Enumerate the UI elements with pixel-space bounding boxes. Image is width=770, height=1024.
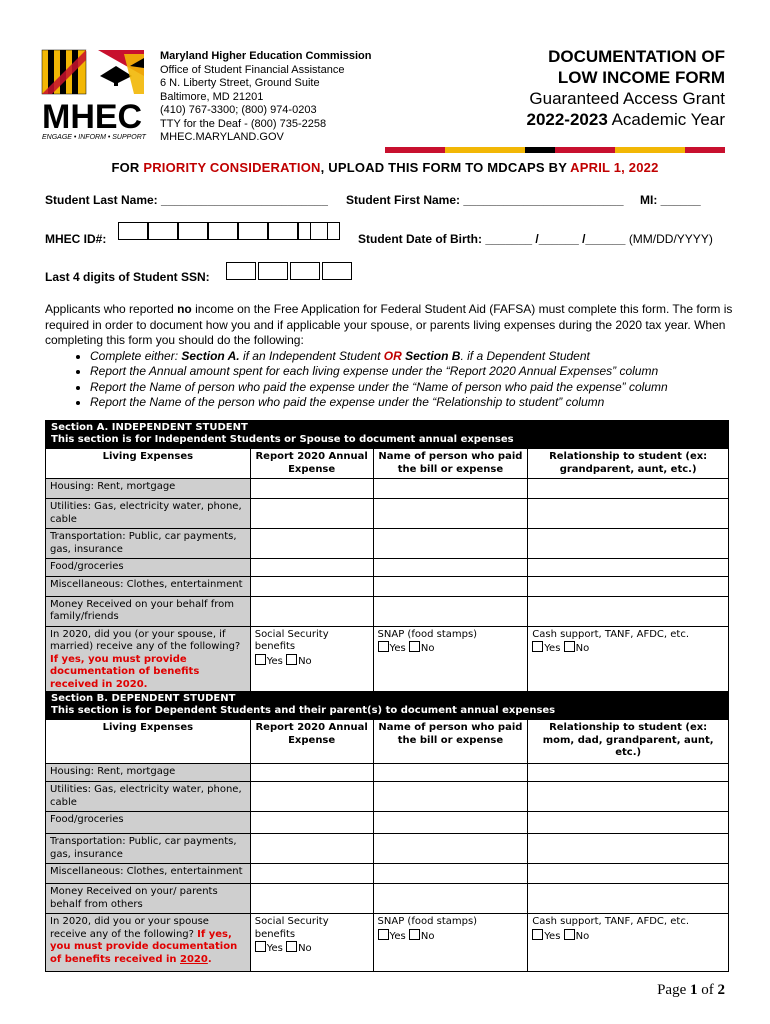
- expense-amount-cell[interactable]: [250, 884, 373, 914]
- mhec-id-box[interactable]: [208, 222, 238, 240]
- table-row: [46, 499, 729, 529]
- expense-amount-cell[interactable]: [250, 499, 373, 529]
- expense-label: Utilities: Gas, electricity water, phone, cable: [46, 499, 251, 529]
- instruction-item: • Report the Name of person who paid the expense under the “Name of person who paid the expense” column: [90, 380, 735, 396]
- mhec-logo: [40, 46, 150, 142]
- relationship-cell[interactable]: [528, 864, 729, 884]
- expense-amount-cell[interactable]: [250, 576, 373, 596]
- col-relationship: Relationship to student (ex: grandparent, aunt, etc.): [528, 449, 729, 479]
- payer-name-cell[interactable]: [373, 884, 528, 914]
- table-row: [46, 576, 729, 596]
- col-living-expenses: Living Expenses: [46, 449, 251, 479]
- agency-line: Baltimore, MD 21201: [160, 90, 264, 103]
- benefits-question: In 2020, did you (or your spouse, if married) receive any of the following? If yes, you must provide documentation of benefits received in 2020.: [46, 626, 251, 694]
- expense-label: Housing: Rent, mortgage: [46, 764, 251, 782]
- expense-amount-cell[interactable]: [250, 782, 373, 812]
- ssn-box[interactable]: [258, 262, 288, 280]
- mhec-id-box[interactable]: [268, 222, 298, 240]
- payer-name-cell[interactable]: [373, 529, 528, 559]
- expense-label: Miscellaneous: Clothes, entertainment: [46, 864, 251, 884]
- payer-name-cell[interactable]: [373, 764, 528, 782]
- relationship-cell[interactable]: [528, 576, 729, 596]
- table-row: [46, 559, 729, 577]
- relationship-cell[interactable]: [528, 596, 729, 626]
- expense-label: Money Received on your behalf from family/friends: [46, 596, 251, 626]
- cash-yes-checkbox[interactable]: [532, 641, 543, 652]
- social-security-cell: Social Security benefits Yes No: [250, 626, 373, 694]
- section-b-table: [45, 719, 729, 972]
- agency-line: TTY for the Deaf - (800) 735-2258: [160, 117, 327, 130]
- instructions-paragraph: Applicants who reported no income on the Free Application for Federal Student Aid (FAFSA) must complete this form. The form is required in order to document how you and if applicable your spouse, or parents living expenses during the 2020 tax year. When completing this form you should do the following:: [45, 302, 733, 347]
- instruction-item: • Complete either: Section A. if an Independent Student OR Section B. if a Dependent Student: [90, 349, 735, 365]
- table-row: [46, 764, 729, 782]
- agency-line: Office of Student Financial Assistance: [160, 63, 345, 76]
- col-annual-expense: Report 2020 Annual Expense: [250, 449, 373, 479]
- payer-name-cell[interactable]: [373, 576, 528, 596]
- col-payer-name: Name of person who paid the bill or expense: [373, 720, 528, 764]
- section-a-header: Section A. INDEPENDENT STUDENT This section is for Independent Students or Spouse to document annual expenses: [45, 420, 729, 448]
- cash-support-cell: Cash support, TANF, AFDC, etc. Yes No: [528, 914, 729, 972]
- expense-amount-cell[interactable]: [250, 864, 373, 884]
- student-last-name-field[interactable]: Student Last Name: _________________________: [45, 193, 328, 207]
- expense-label: Housing: Rent, mortgage: [46, 479, 251, 499]
- ssn-box[interactable]: [226, 262, 256, 280]
- benefits-row: [46, 626, 729, 694]
- cash-no-checkbox[interactable]: [564, 929, 575, 940]
- payer-name-cell[interactable]: [373, 596, 528, 626]
- payer-name-cell[interactable]: [373, 812, 528, 834]
- payer-name-cell[interactable]: [373, 782, 528, 812]
- page-number: Page 1 of 2: [657, 982, 725, 998]
- section-a: [45, 420, 729, 695]
- cash-yes-checkbox[interactable]: [532, 929, 543, 940]
- col-living-expenses: Living Expenses: [46, 720, 251, 764]
- payer-name-cell[interactable]: [373, 559, 528, 577]
- header-stripe: [385, 140, 725, 146]
- expense-amount-cell[interactable]: [250, 764, 373, 782]
- student-dob-field[interactable]: Student Date of Birth: _______ /______ /______ (MM/DD/YYYY): [358, 232, 713, 246]
- student-first-name-field[interactable]: Student First Name: ________________________: [346, 193, 624, 207]
- expense-amount-cell[interactable]: [250, 529, 373, 559]
- relationship-cell[interactable]: [528, 529, 729, 559]
- col-payer-name: Name of person who paid the bill or expense: [373, 449, 528, 479]
- payer-name-cell[interactable]: [373, 479, 528, 499]
- payer-name-cell[interactable]: [373, 499, 528, 529]
- expense-label: Transportation: Public, car payments, gas, insurance: [46, 529, 251, 559]
- instructions: [45, 302, 735, 411]
- agency-address: [160, 50, 371, 145]
- relationship-cell[interactable]: [528, 479, 729, 499]
- cash-support-cell: Cash support, TANF, AFDC, etc. Yes No: [528, 626, 729, 694]
- snap-no-checkbox[interactable]: [409, 641, 420, 652]
- agency-line: 6 N. Liberty Street, Ground Suite: [160, 77, 320, 89]
- ssn-box[interactable]: [290, 262, 320, 280]
- snap-cell: SNAP (food stamps) Yes No: [373, 626, 528, 694]
- mhec-id-box[interactable]: [148, 222, 178, 240]
- agency-name: Maryland Higher Education Commission: [160, 50, 372, 62]
- table-row: [46, 884, 729, 914]
- table-row: [46, 782, 729, 812]
- expense-label: Miscellaneous: Clothes, entertainment: [46, 576, 251, 596]
- mhec-id-box[interactable]: [178, 222, 208, 240]
- col-relationship: Relationship to student (ex: mom, dad, grandparent, aunt, etc.): [528, 720, 729, 764]
- table-row: [46, 529, 729, 559]
- title-line-2: LOW INCOME FORM: [557, 68, 725, 87]
- expense-amount-cell[interactable]: [250, 479, 373, 499]
- cash-no-checkbox[interactable]: [564, 641, 575, 652]
- ssb-no-checkbox[interactable]: [286, 654, 297, 665]
- agency-website: MHEC.MARYLAND.GOV: [160, 131, 284, 143]
- relationship-cell[interactable]: [528, 812, 729, 834]
- payer-name-cell[interactable]: [373, 834, 528, 864]
- instruction-item: • Report the Annual amount spent for each living expense under the “Report 2020 Annual Expenses” column: [90, 364, 735, 380]
- benefits-row: [46, 914, 729, 972]
- payer-name-cell[interactable]: [373, 864, 528, 884]
- maryland-flag-icon: [40, 46, 150, 142]
- ssn-label: Last 4 digits of Student SSN:: [45, 270, 210, 284]
- svg-text:MHEC: MHEC: [42, 98, 143, 136]
- benefits-question: In 2020, did you or your spouse receive any of the following? If yes, you must provide documentation of benefits received in 2020.: [46, 914, 251, 972]
- social-security-cell: Social Security benefits Yes No: [250, 914, 373, 972]
- relationship-cell[interactable]: [528, 782, 729, 812]
- ssb-yes-checkbox[interactable]: [255, 941, 266, 952]
- table-row: [46, 864, 729, 884]
- expense-label: Transportation: Public, car payments, gas, insurance: [46, 834, 251, 864]
- relationship-cell[interactable]: [528, 834, 729, 864]
- relationship-cell[interactable]: [528, 559, 729, 577]
- relationship-cell[interactable]: [528, 764, 729, 782]
- expense-amount-cell[interactable]: [250, 559, 373, 577]
- expense-amount-cell[interactable]: [250, 834, 373, 864]
- ssb-yes-checkbox[interactable]: [255, 654, 266, 665]
- expense-label: Food/groceries: [46, 559, 251, 577]
- mhec-id-label: MHEC ID#:: [45, 232, 107, 246]
- student-mi-field[interactable]: MI: ______: [640, 193, 701, 207]
- agency-line: (410) 767-3300; (800) 974-0203: [160, 104, 317, 116]
- instruction-item: • Report the Name of the person who paid the expense under the “Relationship to student” column: [90, 395, 735, 411]
- expense-amount-cell[interactable]: [250, 596, 373, 626]
- instructions-list: [45, 349, 735, 411]
- expense-amount-cell[interactable]: [250, 812, 373, 834]
- snap-yes-checkbox[interactable]: [378, 929, 389, 940]
- section-a-table: [45, 448, 729, 695]
- expense-label: Utilities: Gas, electricity water, phone, cable: [46, 782, 251, 812]
- snap-no-checkbox[interactable]: [409, 929, 420, 940]
- snap-cell: SNAP (food stamps) Yes No: [373, 914, 528, 972]
- table-row: [46, 596, 729, 626]
- section-b-header: Section B. DEPENDENT STUDENT This section is for Dependent Students and their parent(s) to document annual expenses: [45, 691, 729, 719]
- ssb-no-checkbox[interactable]: [286, 941, 297, 952]
- table-row: [46, 834, 729, 864]
- col-annual-expense: Report 2020 Annual Expense: [250, 720, 373, 764]
- expense-label: Food/groceries: [46, 812, 251, 834]
- title-line-1: DOCUMENTATION OF: [548, 47, 725, 66]
- relationship-cell[interactable]: [528, 499, 729, 529]
- ssn-box[interactable]: [322, 262, 352, 280]
- document-title: [526, 46, 725, 130]
- mhec-id-box[interactable]: [238, 222, 268, 240]
- table-row: [46, 812, 729, 834]
- relationship-cell[interactable]: [528, 884, 729, 914]
- snap-yes-checkbox[interactable]: [378, 641, 389, 652]
- table-row: [46, 479, 729, 499]
- priority-notice: FOR PRIORITY CONSIDERATION, UPLOAD THIS FORM TO MDCAPS BY APRIL 1, 2022: [111, 160, 659, 175]
- expense-label: Money Received on your/ parents behalf from others: [46, 884, 251, 914]
- title-line-3: Guaranteed Access Grant: [529, 89, 725, 108]
- section-b: [45, 691, 729, 972]
- svg-text:ENGAGE • INFORM • SUPPORT: ENGAGE • INFORM • SUPPORT: [42, 134, 146, 141]
- mhec-id-box[interactable]: [118, 222, 148, 240]
- mhec-id-box[interactable]: [310, 222, 340, 240]
- academic-year: 2022-2023 Academic Year: [526, 110, 725, 129]
